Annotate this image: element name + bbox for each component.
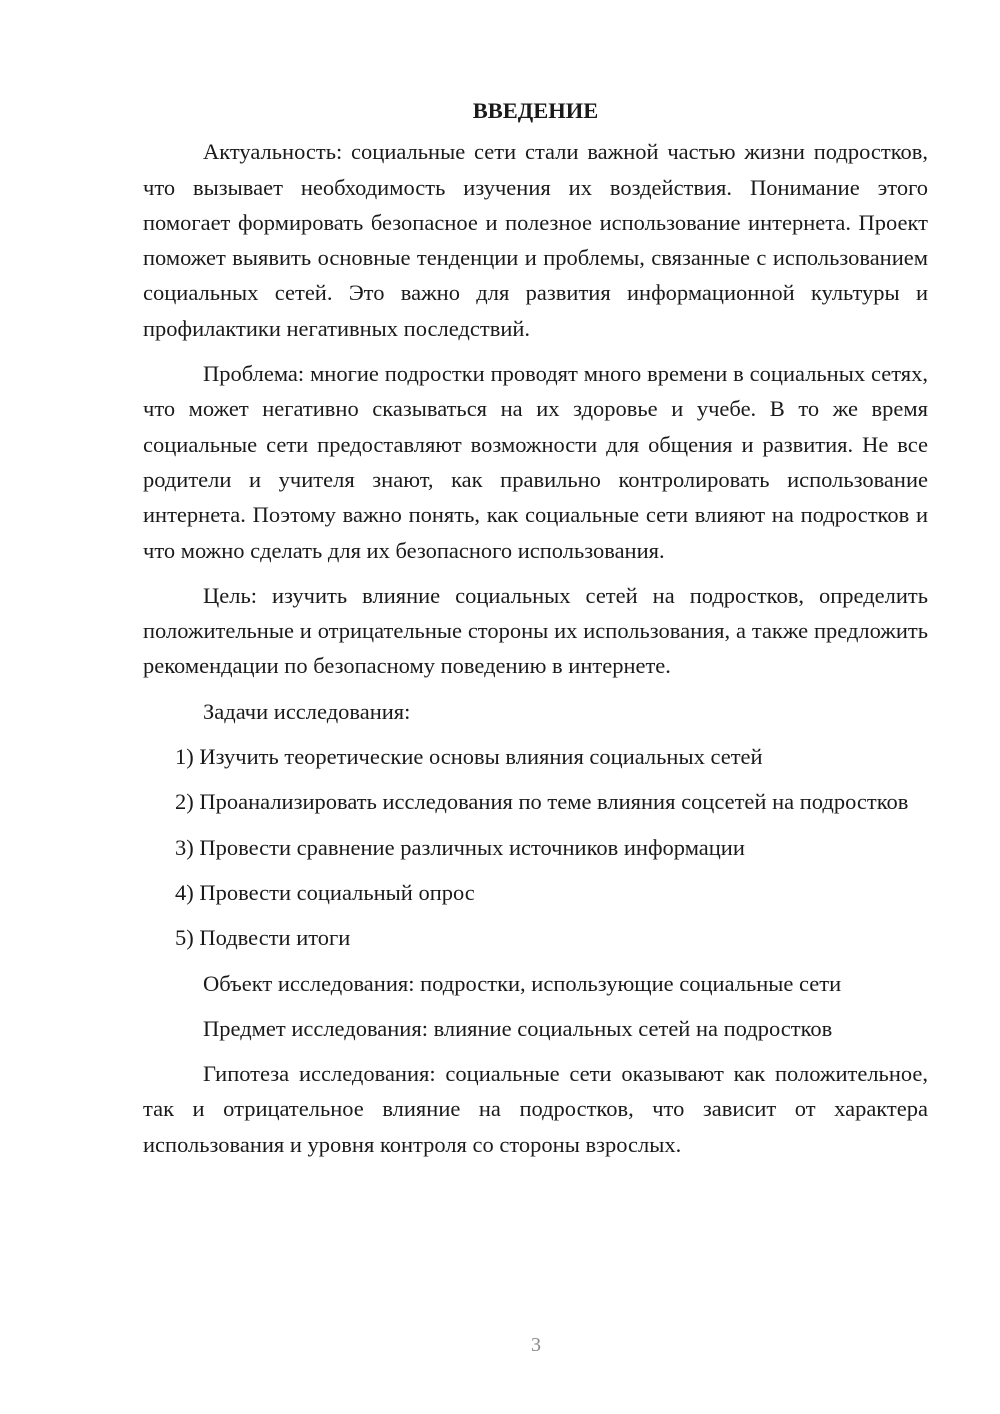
relevance-paragraph: Актуальность: социальные сети стали важной частью жизни подростков, что вызывает необходимость изучения их воздействия. Понимание этого помогает формировать безопасное и полезное использование интернета. Проект поможет выявить основные тенденции и проблемы, связанные с использованием социальных сетей. Это важно для развития информационной культуры и профилактики негативных последствий. [143, 139, 928, 341]
tasks-heading: Задачи исследования: [203, 698, 411, 724]
task-item: 1) Изучить теоретические основы влияния социальных сетей [175, 744, 763, 770]
hypothesis-paragraph: Гипотеза исследования: социальные сети оказывают как положительное, так и отрицательное влияние на подростков, что зависит от характера использования и уровня контроля со стороны взрослых. [143, 1061, 928, 1157]
task-item: 5) Подвести итоги [175, 925, 351, 951]
task-item: 4) Провести социальный опрос [175, 879, 475, 905]
problem-paragraph: Проблема: многие подростки проводят много времени в социальных сетях, что может негативно сказываться на их здоровье и учебе. В то же время социальные сети предоставляют возможности для общения и развития. Не все родители и учителя знают, как правильно контролировать использование интернета. Поэтому важно понять, как социальные сети влияют на подростков и что можно сделать для их безопасного использования. [143, 361, 928, 563]
section-title: ВВЕДЕНИЕ [472, 98, 599, 123]
goal-paragraph: Цель: изучить влияние социальных сетей на подростков, определить положительные и отрицательные стороны их использования, а также предложить рекомендации по безопасному поведению в интернете. [143, 582, 928, 679]
research-object: Объект исследования: подростки, использующие социальные сети [203, 970, 842, 996]
task-item: 3) Провести сравнение различных источников информации [175, 834, 745, 860]
document-page [143, 93, 928, 1172]
task-item: 2) Проанализировать исследования по теме влияния соцсетей на подростков [175, 789, 909, 815]
page-number: 3 [531, 1334, 541, 1356]
research-subject: Предмет исследования: влияние социальных сетей на подростков [203, 1015, 833, 1041]
